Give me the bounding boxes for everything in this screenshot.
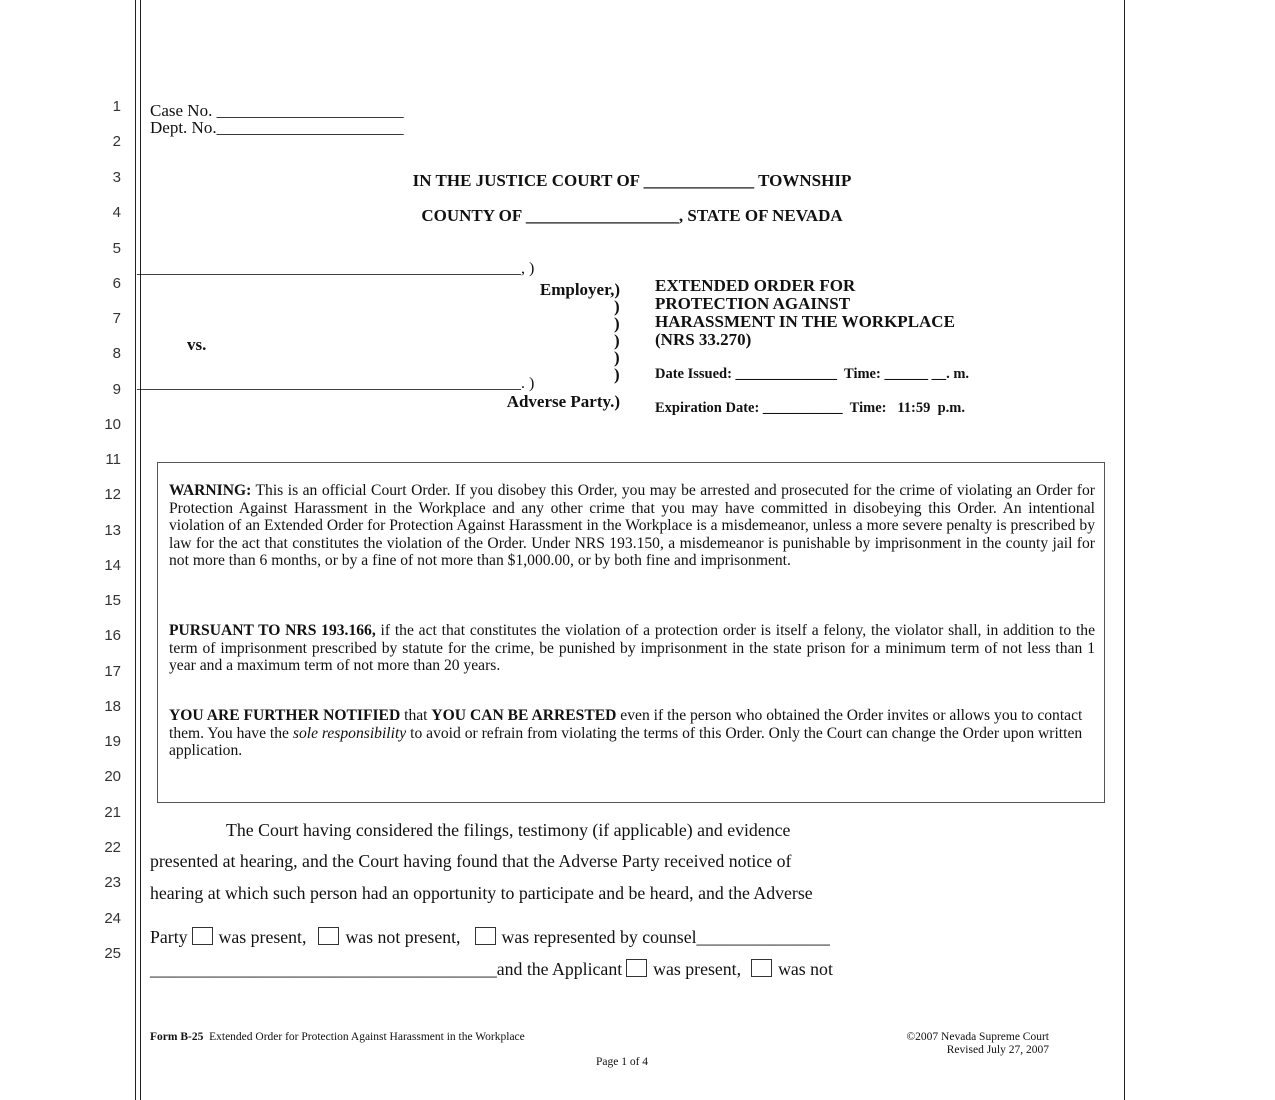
line-number: 2 bbox=[112, 133, 121, 150]
form-title: Extended Order for Protection Against Harassment in the Workplace bbox=[209, 1031, 525, 1043]
employer-label: Employer,) bbox=[539, 280, 620, 299]
findings-line: The Court having considered the filings, testimony (if applicable) and evidence bbox=[226, 820, 791, 840]
order-title-line: PROTECTION AGAINST bbox=[655, 294, 851, 313]
order-title-line: (NRS 33.270) bbox=[655, 330, 752, 349]
applicant-not-present-checkbox[interactable] bbox=[751, 959, 772, 977]
applicant-presence-line bbox=[150, 959, 833, 980]
adverse-party-label: Adverse Party.) bbox=[506, 392, 620, 411]
right-margin-rule bbox=[1124, 0, 1125, 1100]
dept-number: Dept. No.______________________ bbox=[150, 118, 404, 137]
line-number: 1 bbox=[112, 98, 121, 115]
notice-paragraph bbox=[169, 707, 1095, 760]
pursuant-lead: PURSUANT TO NRS 193.166, bbox=[169, 622, 376, 639]
copyright-text: ©2007 Nevada Supreme Court bbox=[906, 1031, 1049, 1043]
left-margin-rule-outer bbox=[135, 0, 136, 1100]
line-number: 16 bbox=[104, 627, 121, 644]
line-number: 11 bbox=[105, 451, 121, 468]
left-margin-rule-inner bbox=[140, 0, 141, 1100]
pursuant-text: if the act that constitutes the violation of a protection order is itself a felony, the violator shall, in addition to the term of imprisonment prescribed by statute for the crime, be punished by imprisonment in the state prison for a minimum term of not less than 1 year and a maximum term of not more than 20 years. bbox=[169, 622, 1095, 675]
pursuant-paragraph bbox=[169, 622, 1095, 675]
versus-label: vs. bbox=[187, 335, 207, 354]
checkbox-label: was not bbox=[778, 959, 833, 979]
line-number: 23 bbox=[104, 874, 121, 891]
notice-text: to avoid or refrain from violating the terms of this Order. Only the Court can change the Order upon written application. bbox=[169, 724, 1083, 760]
warning-paragraph bbox=[169, 482, 1095, 570]
notice-lead: YOU ARE FURTHER NOTIFIED bbox=[169, 707, 401, 724]
adverse-not-present-checkbox[interactable] bbox=[318, 927, 339, 945]
case-number: Case No. ______________________ bbox=[150, 101, 404, 120]
adverse-presence-line bbox=[150, 927, 830, 948]
caption-paren: ) bbox=[614, 348, 620, 367]
line-number: 13 bbox=[104, 522, 121, 539]
form-footer bbox=[150, 1031, 525, 1043]
warning-text: This is an official Court Order. If you disobey this Order, you may be arrested and prosecuted for the crime of violating an Order for Protection Against Harassment in the Workplace and any other crime that you may have committed in disobeying this Order. An intentional violation of an Extended Order for Protection Against Harassment in the Workplace is a misdemeanor, unless a more severe penalty is prescribed by law for the act that constitutes the violation of the Order. Under NRS 193.150, a misdemeanor is punishable by imprisonment in the county jail for not more than 6 months, or by a fine of not more than $1,000.00, or by both fine and imprisonment. bbox=[169, 482, 1095, 570]
line-number: 7 bbox=[112, 310, 121, 327]
order-title-line: EXTENDED ORDER FOR bbox=[655, 276, 856, 295]
caption-paren: ) bbox=[614, 365, 620, 384]
adverse-party-name-blank: ________________________________________________. ) bbox=[137, 375, 535, 392]
caption-paren: ) bbox=[614, 297, 620, 316]
form-number: Form B-25 bbox=[150, 1031, 204, 1043]
line-number: 22 bbox=[104, 839, 121, 856]
applicant-text: and the Applicant bbox=[496, 959, 623, 979]
caption-paren: ) bbox=[614, 314, 620, 333]
line-number: 17 bbox=[104, 663, 121, 680]
line-number: 8 bbox=[112, 345, 121, 362]
line-number: 21 bbox=[104, 804, 121, 821]
line-number: 12 bbox=[104, 486, 121, 503]
employer-name-blank: ________________________________________________, ) bbox=[137, 260, 535, 277]
court-copyright bbox=[906, 1031, 1049, 1057]
order-title bbox=[655, 277, 955, 349]
line-number: 20 bbox=[104, 768, 121, 785]
line-number: 19 bbox=[104, 733, 121, 750]
expiration-date-line: Expiration Date: ___________ Time: 11:59 p.m. bbox=[655, 400, 966, 416]
line-number: 24 bbox=[104, 910, 121, 927]
adverse-present-checkbox[interactable] bbox=[192, 927, 213, 945]
line-number: 3 bbox=[112, 169, 121, 186]
county-heading: COUNTY OF __________________, STATE OF NEVADA bbox=[421, 206, 843, 225]
adverse-counsel-checkbox[interactable] bbox=[475, 927, 496, 945]
counsel-name-blank: _______________________________________ bbox=[150, 959, 497, 979]
notice-text: that bbox=[400, 707, 432, 724]
checkbox-label: was represented by counsel_______________ bbox=[501, 927, 830, 947]
notice-italic: sole responsibility bbox=[292, 724, 407, 742]
applicant-present-checkbox[interactable] bbox=[626, 959, 647, 977]
checkbox-label: was not present, bbox=[345, 927, 461, 947]
findings-line: hearing at which such person had an opportunity to participate and be heard, and the Adverse bbox=[150, 883, 813, 903]
checkbox-label: was present, bbox=[218, 927, 307, 947]
date-issued-line: Date Issued: ______________ Time: ______ __. m. bbox=[655, 366, 970, 382]
line-number: 4 bbox=[112, 204, 121, 221]
line-number: 6 bbox=[112, 275, 121, 292]
page-number: Page 1 of 4 bbox=[595, 1056, 649, 1068]
line-number: 18 bbox=[104, 698, 121, 715]
checkbox-label: was present, bbox=[653, 959, 742, 979]
caption-paren: ) bbox=[614, 331, 620, 350]
notice-arrest: YOU CAN BE ARRESTED bbox=[431, 707, 617, 724]
notice-text: even if the person who obtained the Order invites or allows you to contact them. You have the bbox=[169, 707, 1083, 742]
line-number: 9 bbox=[112, 381, 121, 398]
court-heading: IN THE JUSTICE COURT OF _____________ TOWNSHIP bbox=[412, 171, 852, 190]
line-number: 25 bbox=[104, 945, 121, 962]
line-number: 15 bbox=[104, 592, 121, 609]
line-number: 10 bbox=[104, 416, 121, 433]
order-title-line: HARASSMENT IN THE WORKPLACE bbox=[655, 312, 955, 331]
findings-line: presented at hearing, and the Court having found that the Adverse Party received notice of bbox=[150, 851, 792, 871]
warning-lead: WARNING: bbox=[169, 482, 252, 499]
line-number: 14 bbox=[104, 557, 121, 574]
party-word: Party bbox=[150, 927, 188, 947]
revised-date: Revised July 27, 2007 bbox=[946, 1044, 1049, 1056]
line-number: 5 bbox=[112, 240, 121, 257]
